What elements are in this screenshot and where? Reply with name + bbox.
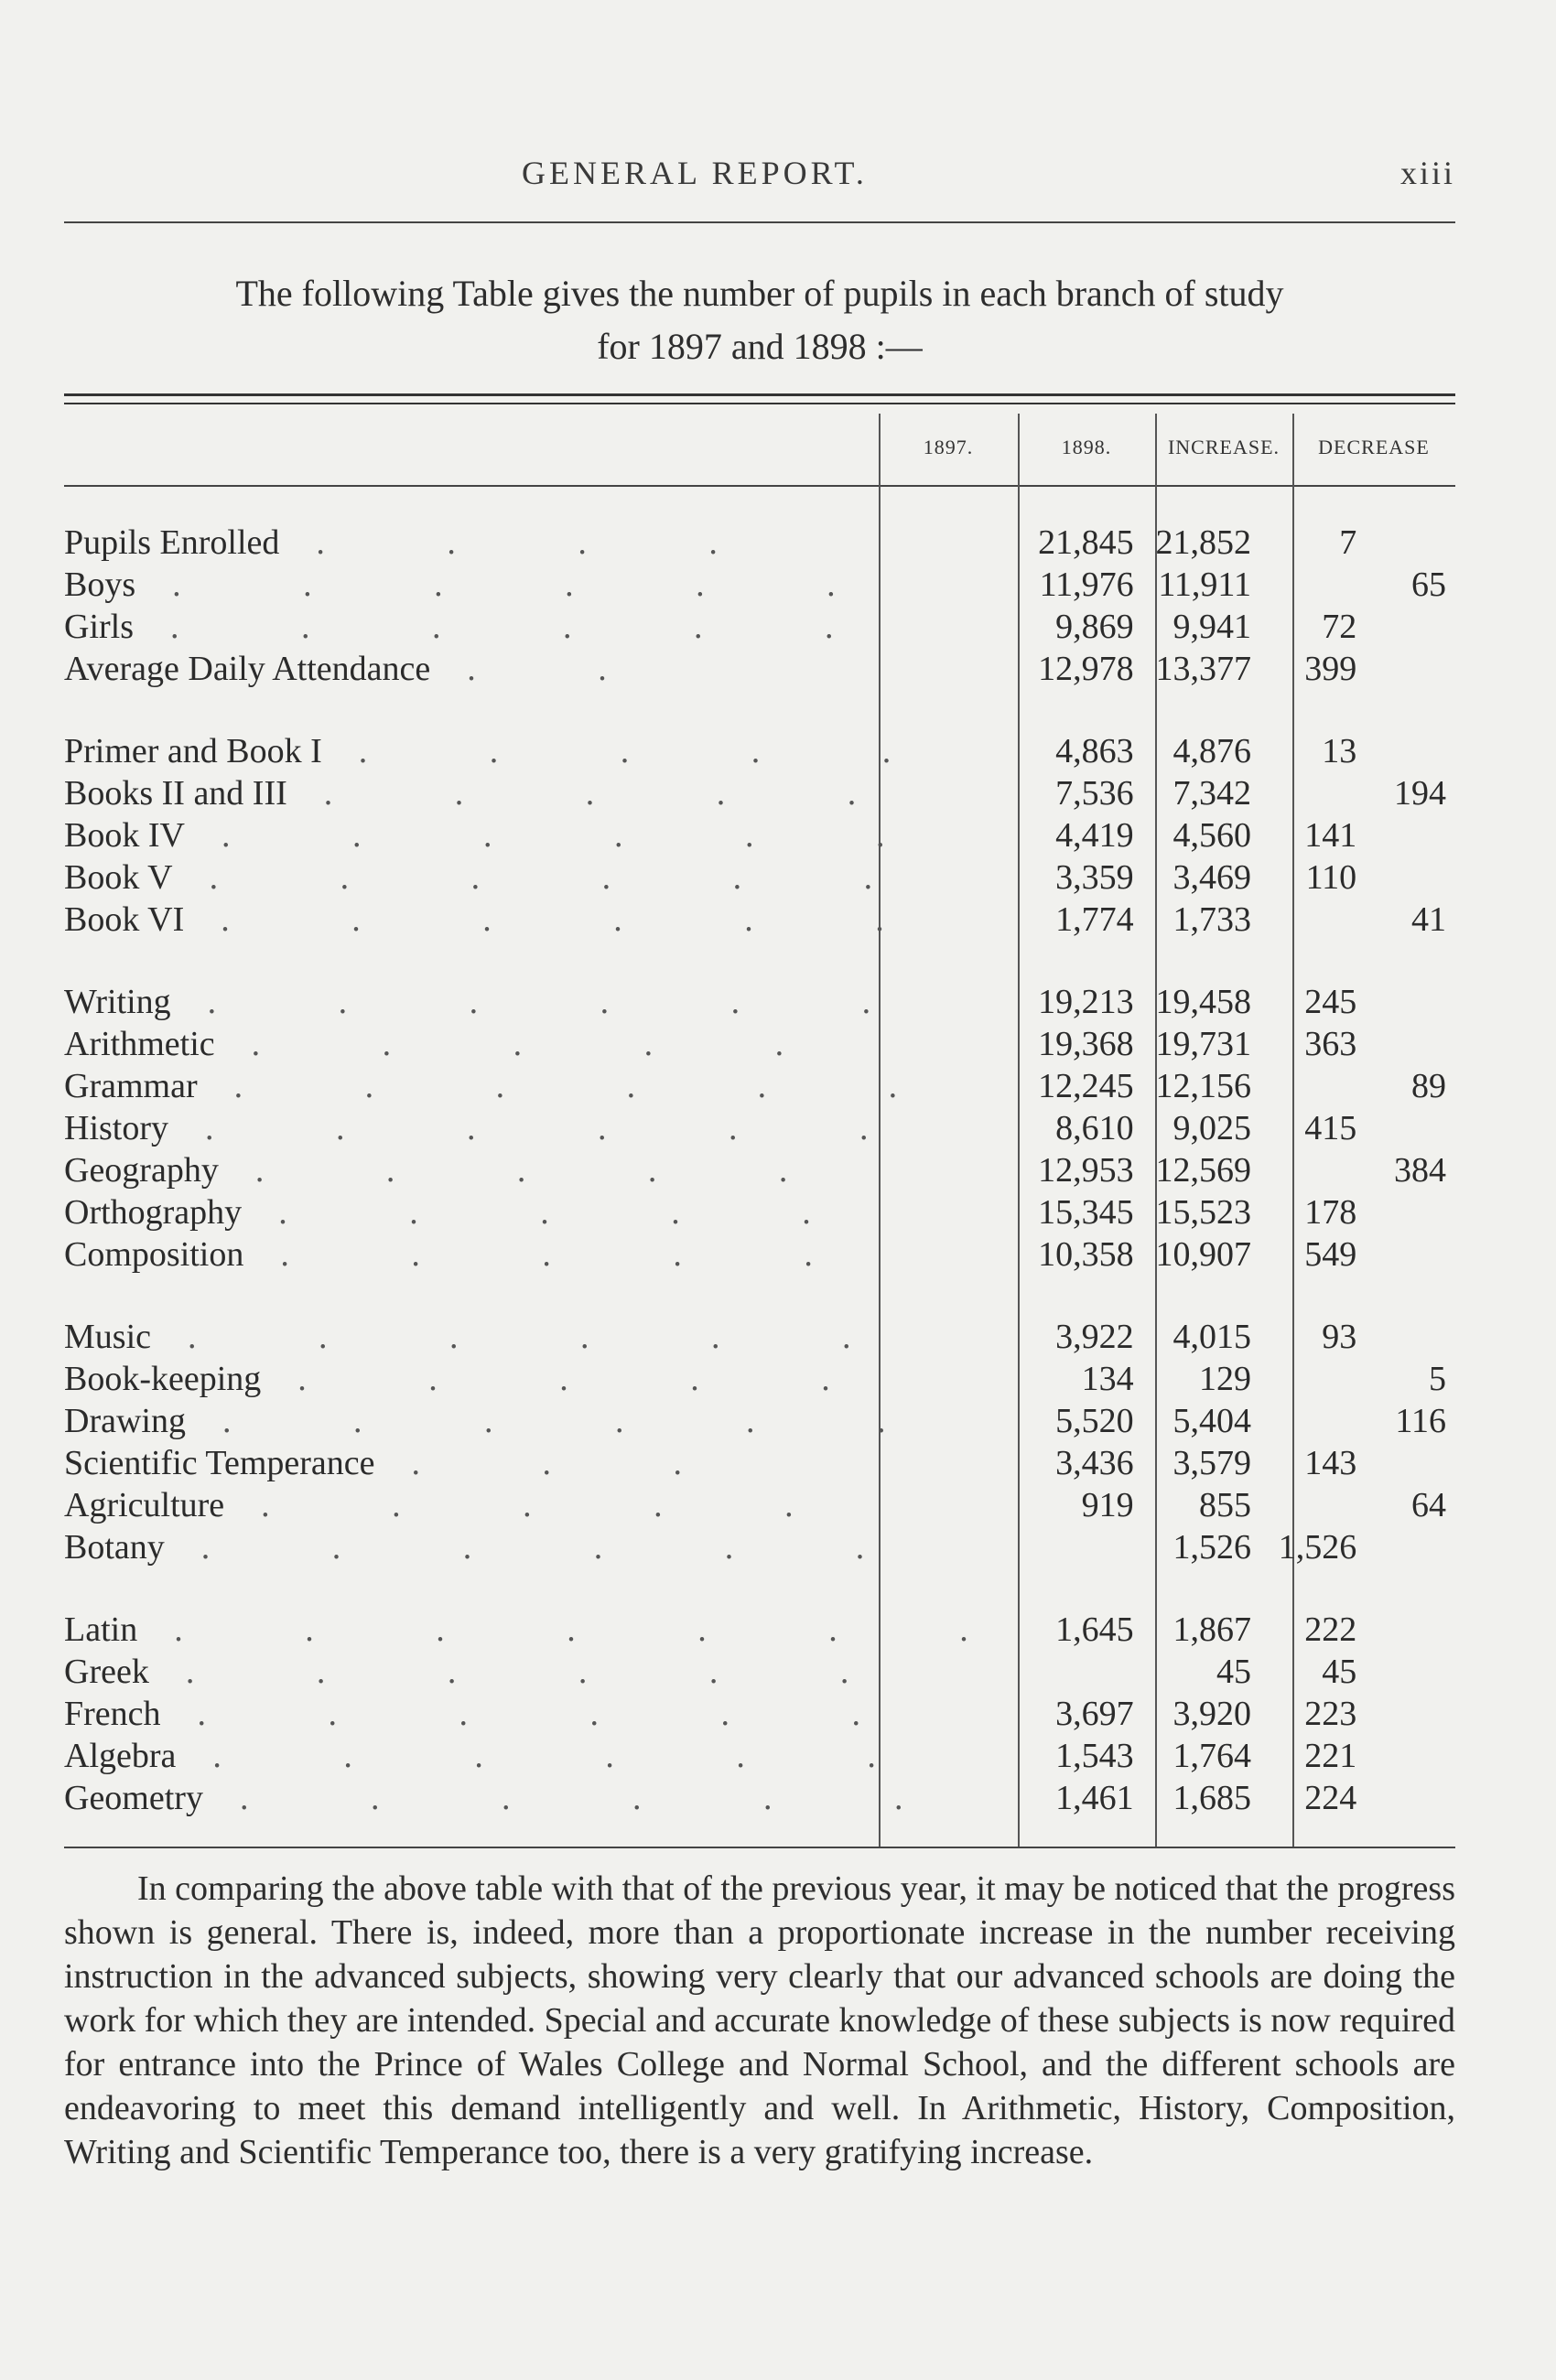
table-header-rule [64,485,1455,487]
cell-increase [1260,1358,1366,1400]
subject-label: Music [64,1318,151,1356]
subject-label: Orthography [64,1193,243,1232]
dot-leaders: . . . . . [297,1360,887,1398]
subject-cell [64,730,1025,772]
cell-increase: 93 [1322,1318,1357,1356]
dot-leaders: . . . . . [358,732,948,770]
subject-cell [64,1735,1025,1777]
dot-leaders: . . . . . . [170,608,891,646]
table-row [64,1358,1455,1400]
subject-cell [64,1191,1025,1233]
dot-leaders: . . . . . . [221,816,942,855]
group-spacer [64,1568,1455,1609]
column-header-increase: INCREASE. [1167,436,1280,458]
cell-1898: 4,560 [1172,816,1252,855]
subject-label: Grammar [64,1067,198,1105]
dot-leaders: . . . . . . [209,858,930,897]
cell-decrease: 5 [1429,1360,1446,1398]
table-row [64,814,1455,856]
subject-cell [64,1693,1025,1735]
table-row [64,1233,1455,1276]
dot-leaders: . . . . . [254,1151,845,1190]
subject-label: Primer and Book I [64,732,322,770]
cell-decrease [1366,1609,1455,1651]
cell-increase: 399 [1304,650,1357,688]
cell-1897: 12,978 [1038,650,1134,688]
table-row [64,522,1455,564]
subject-label: Book-keeping [64,1360,262,1398]
dot-leaders: . . . . . [278,1193,868,1232]
intro-text [64,267,1455,373]
subject-label: Greek [64,1653,149,1691]
dot-leaders: . . . . . . [200,1528,922,1567]
table-bottom-rule [64,1847,1455,1848]
subject-label: Drawing [64,1402,186,1440]
cell-1897: 21,845 [1038,523,1134,562]
cell-1898: 45 [1216,1653,1252,1691]
subject-cell [64,814,1025,856]
subject-cell [64,564,1025,606]
subject-cell [64,772,1025,814]
dot-leaders: . . . . . [323,774,913,813]
cell-increase [1260,1484,1366,1526]
running-head [64,154,1455,194]
dot-leaders: . . . . . [261,1486,850,1524]
subject-cell [64,1233,1025,1276]
cell-1897: 3,359 [1055,858,1134,897]
cell-increase: 143 [1304,1444,1357,1482]
subject-label: Geography [64,1151,219,1190]
table-top-rule-inner [64,403,1455,404]
cell-increase: 221 [1304,1737,1357,1775]
dot-leaders: . . . [411,1444,740,1482]
cell-1897: 5,520 [1055,1402,1134,1440]
table-row [64,1023,1455,1065]
cell-1898: 5,404 [1172,1402,1252,1440]
cell-decrease [1366,730,1455,772]
cell-decrease: 116 [1395,1402,1446,1440]
group-spacer [64,1276,1455,1316]
cell-decrease: 89 [1411,1067,1446,1105]
cell-1898: 13,377 [1155,650,1252,688]
cell-1897: 11,976 [1039,565,1134,604]
dot-leaders: . . . . . [251,1025,841,1063]
intro-line-2: for 1897 and 1898 :— [597,326,923,367]
cell-decrease [1366,1107,1455,1149]
cell-increase: 549 [1304,1235,1357,1274]
cell-1898: 11,911 [1158,565,1252,604]
cell-decrease [1366,1693,1455,1735]
cell-1898: 3,579 [1172,1444,1252,1482]
cell-decrease [1366,1442,1455,1484]
cell-decrease [1366,1191,1455,1233]
cell-1897: 15,345 [1038,1193,1134,1232]
cell-increase [1260,1400,1366,1442]
subject-label: Girls [64,608,134,646]
table-row [64,1609,1455,1651]
cell-1898: 15,523 [1155,1193,1252,1232]
cell-decrease [1366,522,1455,564]
cell-1897: 19,213 [1038,983,1134,1021]
cell-decrease: 384 [1394,1151,1446,1190]
cell-1897: 10,358 [1038,1235,1134,1274]
subject-label: Geometry [64,1779,203,1817]
subject-cell [64,648,1025,690]
cell-1897: 12,245 [1038,1067,1134,1105]
table-row [64,1651,1455,1693]
table-row [64,1149,1455,1191]
cell-increase: 415 [1304,1109,1357,1147]
cell-increase: 7 [1339,523,1357,562]
dot-leaders: . . . . . . . [174,1610,1025,1649]
cell-1897: 19,368 [1038,1025,1134,1063]
subject-label: Books II and III [64,774,287,813]
cell-decrease [1366,648,1455,690]
cell-increase [1260,772,1366,814]
cell-1898: 12,156 [1155,1067,1252,1105]
subject-cell [64,1651,1025,1693]
pupils-table [64,522,1455,1819]
subject-label: Arithmetic [64,1025,215,1063]
cell-1898: 19,731 [1155,1025,1252,1063]
cell-1898: 855 [1199,1486,1252,1524]
table-row [64,1484,1455,1526]
cell-1898: 129 [1199,1360,1252,1398]
subject-cell [64,1023,1025,1065]
subject-cell [64,1316,1025,1358]
table-row [64,1777,1455,1819]
cell-1898: 1,867 [1172,1610,1252,1649]
table-row [64,730,1455,772]
column-header-1898: 1898. [1061,436,1112,458]
cell-decrease [1366,1526,1455,1568]
cell-increase: 110 [1305,858,1357,897]
subject-cell [64,899,1025,941]
table-row [64,981,1455,1023]
cell-1897: 9,869 [1055,608,1134,646]
dot-leaders: . . . . . . [172,565,892,604]
subject-cell [64,1358,1025,1400]
cell-increase [1260,899,1366,941]
cell-increase: 72 [1322,608,1357,646]
cell-decrease: 65 [1411,565,1446,604]
dot-leaders: . . . . [316,523,774,562]
header-rule [64,221,1455,223]
cell-decrease [1366,814,1455,856]
subject-cell [64,1609,1025,1651]
subject-cell [64,856,1025,899]
subject-cell [64,1442,1025,1484]
subject-cell [64,1149,1025,1191]
subject-label: Algebra [64,1737,177,1775]
cell-1897 [1025,1526,1143,1568]
subject-label: Book VI [64,900,185,939]
cell-1898: 12,569 [1155,1151,1252,1190]
cell-decrease [1366,1233,1455,1276]
cell-decrease [1366,606,1455,648]
subject-label: Scientific Temperance [64,1444,375,1482]
dot-leaders: . . . . . . [233,1067,955,1105]
cell-decrease [1366,1735,1455,1777]
subject-cell [64,1484,1025,1526]
cell-1897: 4,419 [1055,816,1134,855]
body-paragraph [64,1867,1455,2174]
cell-1898: 21,852 [1155,523,1252,562]
cell-1897: 919 [1081,1486,1134,1524]
intro-line-1: The following Table gives the number of pupils in each branch of study [235,273,1284,314]
cell-1897: 1,645 [1055,1610,1134,1649]
cell-1898: 4,876 [1172,732,1252,770]
paragraph-text: In comparing the above table with that of the previous year, it may be noticed that the progress shown is general. There is, indeed, more than a proportionate increase in the number receiving instruction in the advanced subjects, showing very clearly that our advanced schools are doing the work for which they are intended. Special and accurate knowledge of these subjects is now required for entrance into the Prince of Wales College and Normal School, and the different schools are endeavoring to meet this demand intelligently and well. In Arithmetic, History, Composition, Writing and Scientific Temperance too, there is a very gratifying increase. [64,1869,1455,2171]
dot-leaders: . . . . . . [205,1109,925,1147]
subject-label: Latin [64,1610,138,1649]
table-row [64,856,1455,899]
cell-decrease: 41 [1411,900,1446,939]
running-title: GENERAL REPORT. [522,155,868,191]
cell-decrease [1366,1023,1455,1065]
cell-1897: 134 [1081,1360,1134,1398]
table-row [64,1400,1455,1442]
cell-1897: 12,953 [1038,1151,1134,1190]
dot-leaders: . . . . . . [185,1653,906,1691]
cell-1898: 1,685 [1172,1779,1252,1817]
cell-1897: 7,536 [1055,774,1134,813]
cell-1897: 8,610 [1055,1109,1134,1147]
table-row [64,1107,1455,1149]
page-number: xiii [1399,155,1455,191]
group-spacer [64,941,1455,981]
cell-1898: 10,907 [1155,1235,1252,1274]
cell-1898: 7,342 [1172,774,1252,813]
subject-cell [64,1065,1025,1107]
cell-1897: 3,436 [1055,1444,1134,1482]
dot-leaders: . . . . . . [222,1402,943,1440]
table-row [64,1191,1455,1233]
cell-1898: 1,764 [1172,1737,1252,1775]
cell-1898: 4,015 [1172,1318,1252,1356]
subject-label: Botany [64,1528,165,1567]
cell-1897: 1,543 [1055,1737,1134,1775]
cell-increase: 245 [1304,983,1357,1021]
cell-increase [1260,564,1366,606]
cell-increase: 363 [1304,1025,1357,1063]
table-row [64,772,1455,814]
table-row [64,1316,1455,1358]
group-spacer [64,690,1455,730]
subject-label: Writing [64,983,171,1021]
subject-label: Average Daily Attendance [64,650,431,688]
table-row [64,648,1455,690]
cell-increase: 45 [1322,1653,1357,1691]
cell-1898: 1,733 [1172,900,1252,939]
cell-1898: 9,025 [1172,1109,1252,1147]
cell-increase: 13 [1322,732,1357,770]
subject-cell [64,606,1025,648]
cell-1898: 9,941 [1172,608,1252,646]
column-header-decrease: DECREASE [1318,436,1430,458]
cell-1898: 19,458 [1155,983,1252,1021]
cell-decrease: 194 [1394,774,1446,813]
dot-leaders: . . . . . . [207,983,928,1021]
cell-1897: 1,461 [1055,1779,1134,1817]
cell-decrease [1366,981,1455,1023]
subject-cell [64,1526,1025,1568]
subject-cell [64,1400,1025,1442]
cell-decrease [1366,1651,1455,1693]
subject-label: Book V [64,858,173,897]
cell-decrease [1366,856,1455,899]
dot-leaders: . . . . . . [197,1695,918,1733]
table-top-rule [64,393,1455,396]
cell-decrease [1366,1777,1455,1819]
subject-label: History [64,1109,168,1147]
table-row [64,1442,1455,1484]
cell-1897: 1,774 [1055,900,1134,939]
dot-leaders: . . . . . . [221,900,941,939]
table-row [64,1693,1455,1735]
cell-increase: 223 [1304,1695,1357,1733]
subject-cell [64,522,1025,564]
dot-leaders: . . . . . [280,1235,870,1274]
cell-1897: 4,863 [1055,732,1134,770]
table-row [64,564,1455,606]
subject-cell [64,1107,1025,1149]
cell-1897 [1025,1651,1143,1693]
table-row [64,1065,1455,1107]
dot-leaders: . . . . . . [188,1318,908,1356]
cell-increase: 224 [1304,1779,1357,1817]
table-row [64,899,1455,941]
table-row [64,1735,1455,1777]
table-row [64,606,1455,648]
subject-label: Boys [64,565,136,604]
subject-label: Pupils Enrolled [64,523,280,562]
cell-1897: 3,697 [1055,1695,1134,1733]
subject-cell [64,1777,1025,1819]
cell-increase [1260,1065,1366,1107]
cell-increase: 178 [1304,1193,1357,1232]
subject-label: Composition [64,1235,244,1274]
subject-cell [64,981,1025,1023]
cell-increase: 1,526 [1278,1528,1357,1567]
subject-label: Book IV [64,816,185,855]
cell-increase: 141 [1304,816,1357,855]
cell-increase: 222 [1304,1610,1357,1649]
cell-1898: 3,920 [1172,1695,1252,1733]
dot-leaders: . . . . . . [212,1737,933,1775]
cell-1898: 1,526 [1172,1528,1252,1567]
subject-label: Agriculture [64,1486,225,1524]
table-row [64,1526,1455,1568]
subject-label: French [64,1695,161,1733]
dot-leaders: . . [467,650,664,688]
cell-decrease: 64 [1411,1486,1446,1524]
column-header-1897: 1897. [923,436,974,458]
cell-decrease [1366,1316,1455,1358]
cell-1897: 3,922 [1055,1318,1134,1356]
cell-1898: 3,469 [1172,858,1252,897]
cell-increase [1260,1149,1366,1191]
dot-leaders: . . . . . . [239,1779,960,1817]
